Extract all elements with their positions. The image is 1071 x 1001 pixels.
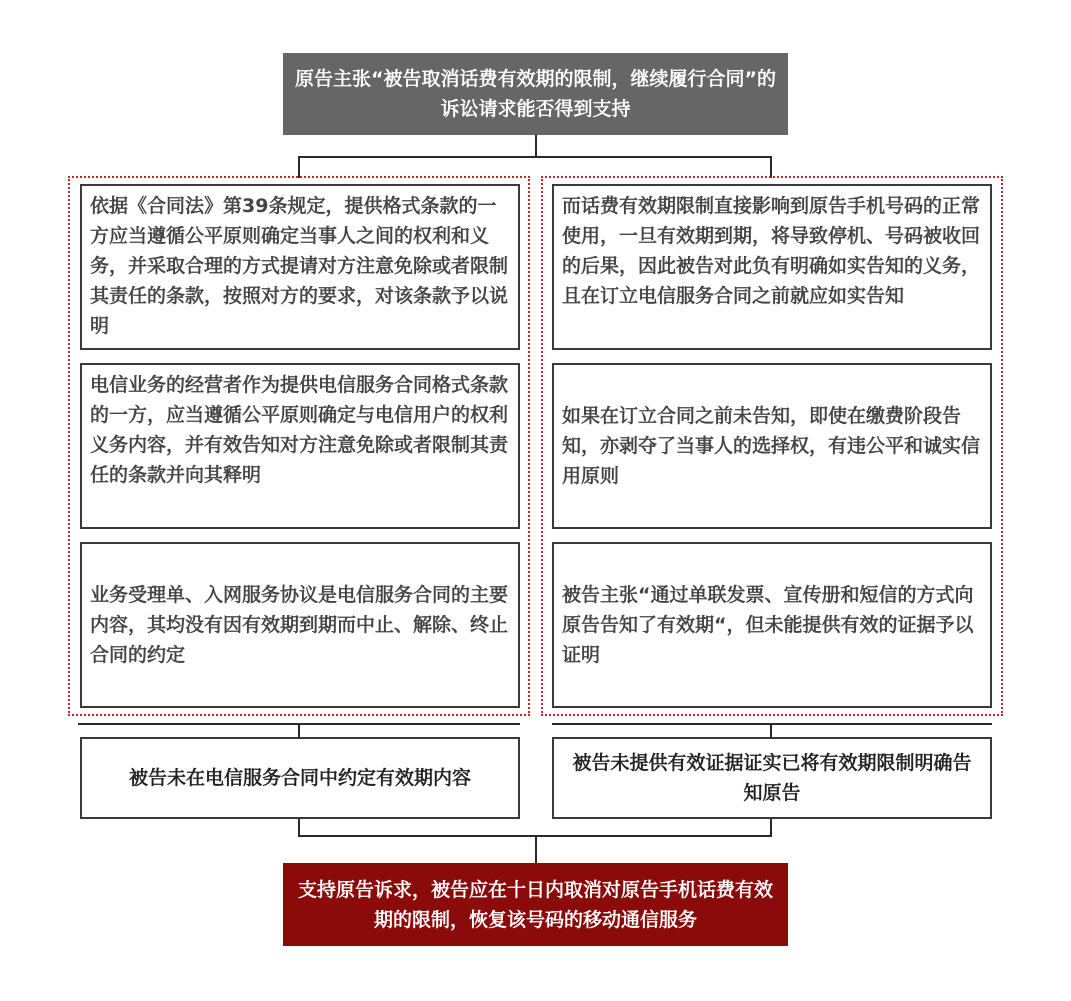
left-reason-2-text: 电信业务的经营者作为提供电信服务合同格式条款的一方，应当遵循公平原则确定与电信用户的权利义务内容，并有效告知对方注意免除或者限制其责任的条款并向其释明	[90, 374, 509, 486]
connector-top-stem	[535, 135, 537, 157]
right-reason-1	[552, 184, 992, 350]
connector-top-left-drop	[298, 156, 300, 178]
connector-bottom-stem	[535, 835, 537, 863]
left-conclusion-box	[80, 737, 520, 819]
connector-right-mid-drop	[770, 723, 772, 738]
left-reason-2	[80, 363, 520, 529]
right-reason-2-text: 如果在订立合同之前未告知，即使在缴费阶段告知，亦剥夺了当事人的选择权，有违公平和诚实信用原则	[562, 405, 981, 487]
right-reason-3	[552, 542, 992, 708]
right-reason-1-text: 而话费有效期限制直接影响到原告手机号码的正常使用，一旦有效期到期，将导致停机、号码被收回的后果，因此被告对此负有明确如实告知的义务，且在订立电信服务合同之前就应如实告知	[562, 195, 981, 307]
left-reason-3	[80, 542, 520, 708]
connector-left-mid-drop	[298, 723, 300, 738]
right-reason-3-text: 被告主张“通过单联发票、宣传册和短信的方式向原告告知了有效期“，但未能提供有效的证据予以证明	[562, 584, 974, 666]
connector-bottom-right-drop	[770, 818, 772, 836]
right-reason-2	[552, 363, 992, 529]
right-conclusion-text: 被告未提供有效证据证实已将有效期限制明确告知原告	[572, 752, 972, 804]
top-question-box	[283, 53, 788, 135]
connector-top-bar	[298, 156, 772, 158]
right-conclusion-box	[552, 737, 992, 819]
left-reason-3-text: 业务受理单、入网服务协议是电信服务合同的主要内容，其均没有因有效期到期而中止、解除、终止合同的约定	[90, 584, 509, 666]
left-reason-1-text: 依据《合同法》第39条规定，提供格式条款的一方应当遵循公平原则确定当事人之间的权利和义务，并采取合理的方式提请对方注意免除或者限制其责任的条款，按照对方的要求，对该条款予以说明	[90, 195, 509, 337]
left-conclusion-text: 被告未在电信服务合同中约定有效期内容	[128, 767, 471, 789]
left-reason-1	[80, 184, 520, 350]
final-result-text: 支持原告诉求，被告应在十日内取消对原告手机话费有效期的限制，恢复该号码的移动通信服务	[297, 878, 773, 931]
connector-top-right-drop	[770, 156, 772, 178]
connector-bottom-left-drop	[298, 818, 300, 836]
connector-right-mid-bar	[552, 723, 992, 725]
top-question-text: 原告主张“被告取消话费有效期的限制，继续履行合同”的诉讼请求能否得到支持	[295, 68, 776, 120]
final-result-box	[283, 863, 788, 946]
